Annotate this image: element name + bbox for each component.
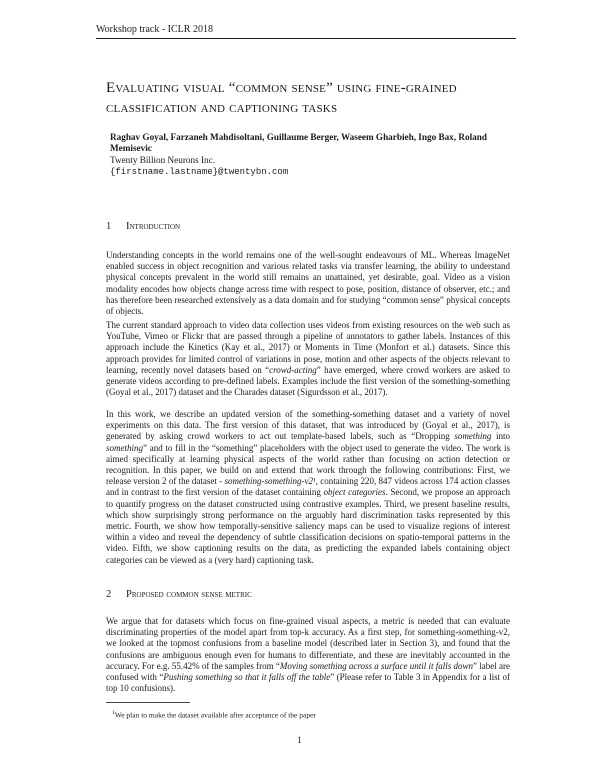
page-number: 1 xyxy=(297,736,302,746)
section-title: Introduction xyxy=(126,221,181,232)
author-list: Raghav Goyal, Farzaneh Mahdisoltani, Guillaume Berger, Waseem Gharbieh, Ingo Bax, Roland Memisevic xyxy=(110,132,487,153)
footnote-mark: 1 xyxy=(112,710,115,716)
intro-paragraph-3: In this work, we describe an updated version of the something-something dataset and a variety of novel experiments on this data. The first version of this dataset, that was introduced by (Goyal et al., 2017), is generated by asking crowd workers to act out template-based labels, such as “Dropping something into something” and to fill in the “something” placeholders with the object used to generate the video. The work is aimed specifically at learning physical aspects of the world rather than focusing on action detection or recognition. In this paper, we build on and extend that work through the following contributions: First, we release version 2 of the dataset - something-something-v2¹, containing 220, 847 videos across 174 action classes and in contrast to the first version of the dataset containing object categories. Second, we propose an approach to quantify progress on the dataset constructed using contrastive examples. Third, we present baseline results, which show surprisingly strong performance on the arguably hard discrimination tasks represented by this metric. Fourth, we show how temporally-sensitive saliency maps can be used to visualize regions of interest within a video and reveal the dependency of subtle classification decisions on spatio-temporal patterns in the video. Fifth, we show captioning results on the data, as predicting the expanded labels containing object categories can be viewed as a (very hard) captioning task. xyxy=(106,409,510,565)
running-header: Workshop track - ICLR 2018 xyxy=(96,24,213,35)
metric-paragraph: We argue that for datasets which focus on fine-grained visual aspects, a metric is needed that can evaluate discriminating properties of the model apart from top-k accuracy. As a first step, for something-something-v2, we looked at the topmost confusions from a baseline model (described later in Section 3), and found that the confusions are ambiguous enough even for humans to differentiate, and these are inevitably accounted in the accuracy. For e.g. 55.42% of the samples from “Moving something across a surface until it falls down” label are confused with “Pushing something so that it falls off the table” (Please refer to Table 3 in Appendix for a list of top 10 confusions). xyxy=(106,616,511,694)
footnote-text: We plan to make the dataset available after acceptance of the paper xyxy=(114,710,316,720)
section-number: 1 xyxy=(106,221,112,232)
paper-title: Evaluating visual “common sense” using fine-grained classification and captioning tasks xyxy=(106,80,457,116)
affiliation: Twenty Billion Neurons Inc. xyxy=(110,155,215,165)
intro-paragraph-1: Understanding concepts in the world remains one of the well-sought endeavours of ML. Whereas ImageNet enabled success in object recognition and various related tasks via transfer learning, the ability to understand physical concepts prevalent in the world still remains an unattained, yet desirable, goal. Video as a vision modality encodes how objects change across time with respect to pose, position, distance of observer, etc.; and has therefore been researched extensively as a data domain and for studying “common sense” physical concepts of objects. xyxy=(106,250,510,317)
section-number: 2 xyxy=(106,589,112,600)
section-title: Proposed common sense metric xyxy=(126,589,252,600)
section-heading-metric xyxy=(106,589,252,600)
footnote-rule xyxy=(106,702,190,703)
header-rule xyxy=(96,38,516,39)
footnote xyxy=(112,710,316,720)
intro-paragraph-2: The current standard approach to video data collection uses videos from existing resources on the web such as YouTube, Vimeo or Flickr that are passed through a pipeline of annotators to gather labels. Instances of this approach include the Kinetics (Kay et al., 2017) or Moments in Time (Monfort et al.) datasets. Since this approach provides for limited control of variations in pose, motion and other aspects of the objects relevant to learning, recently novel datasets based on “crowd-acting” have emerged, where crowd workers are asked to generate videos according to pre-defined labels. Examples include the first version of the something-something (Goyal et al., 2017) dataset and the Charades dataset (Sigurdsson et al., 2017). xyxy=(106,320,510,398)
section-heading-introduction xyxy=(106,221,180,232)
author-email: {firstname.lastname}@twentybn.com xyxy=(110,167,289,177)
